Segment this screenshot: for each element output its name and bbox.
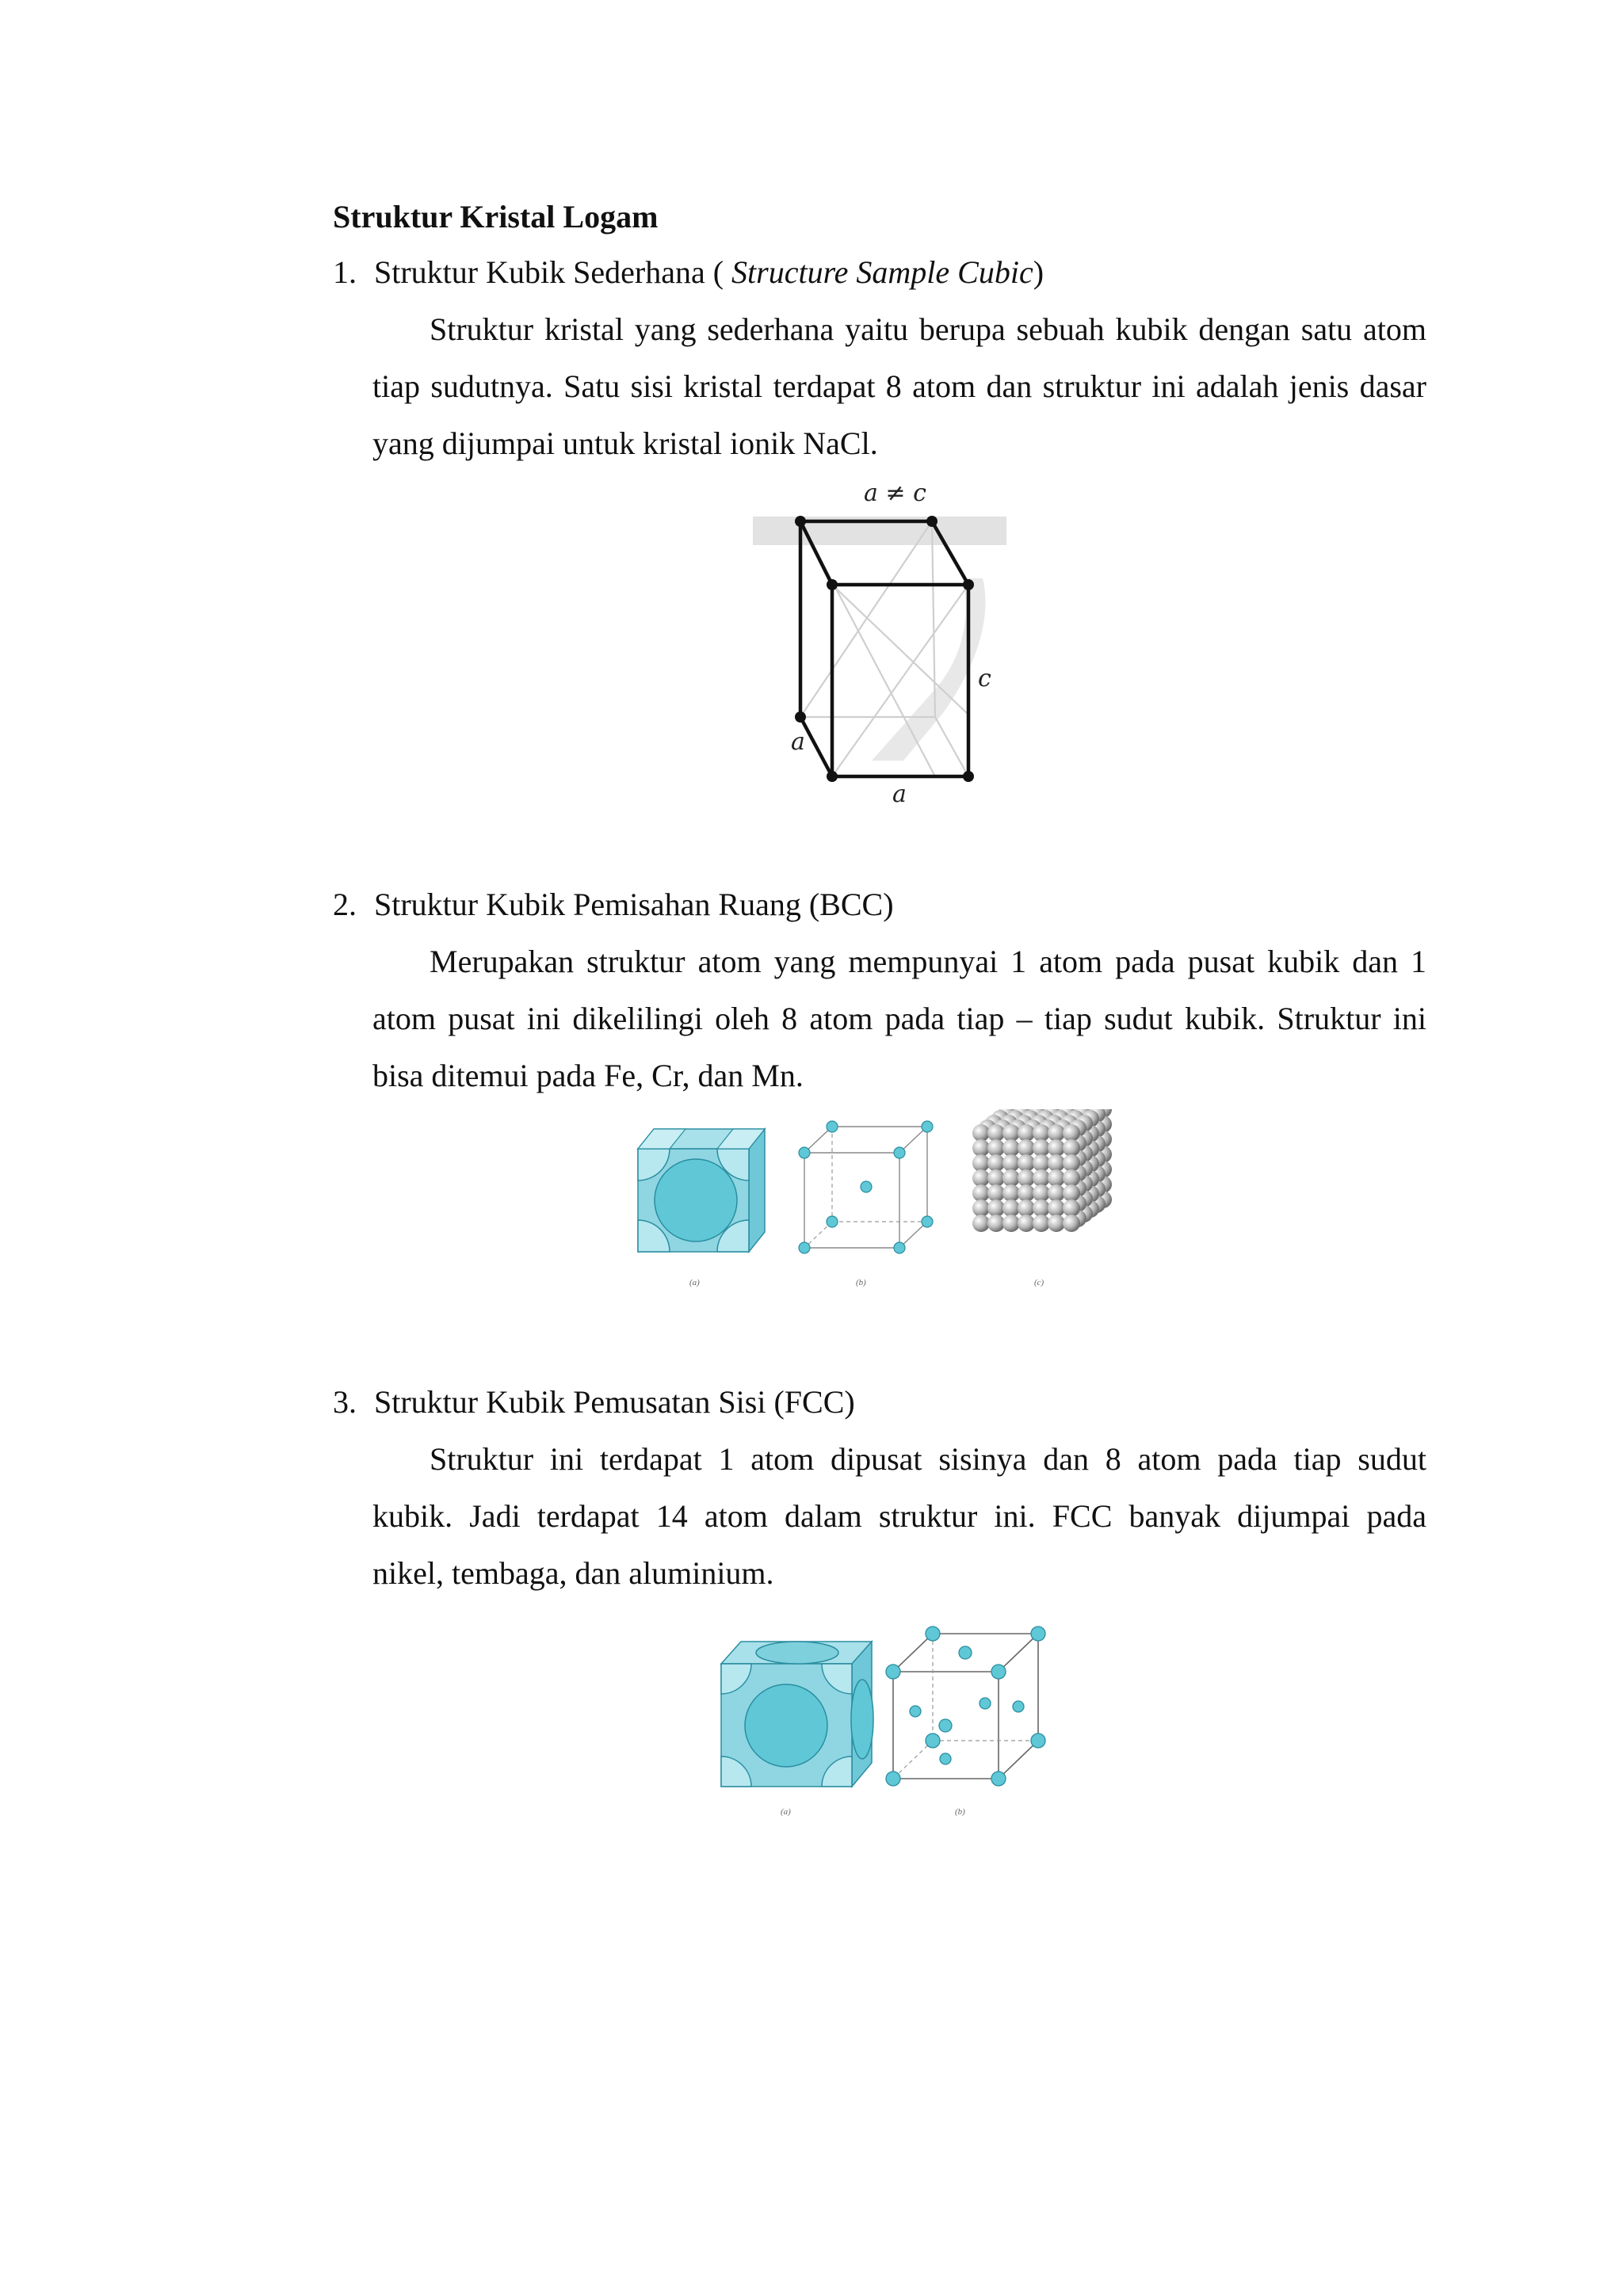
- atom-sphere: [972, 1184, 990, 1202]
- atom-sphere: [972, 1215, 990, 1232]
- paragraph-line: yang dijumpai untuk kristal ionik NaCl.: [372, 425, 878, 461]
- atom-sphere: [1002, 1169, 1020, 1187]
- atom-sphere: [1002, 1215, 1020, 1232]
- section-1-heading-close: ): [1033, 254, 1044, 290]
- atom-sphere: [1048, 1139, 1065, 1157]
- paragraph-line: tiap sudutnya. Satu sisi kristal terdapat 8 atom dan struktur ini adalah jenis dasar: [372, 368, 1426, 404]
- atom-sphere: [1048, 1215, 1065, 1232]
- atom-sphere: [1063, 1184, 1080, 1202]
- atom-sphere: [1018, 1124, 1035, 1142]
- paragraph-line: Struktur kristal yang sederhana yaitu berupa sebuah kubik dengan satu atom: [430, 311, 1426, 347]
- fcc-diagrams: [713, 1624, 1062, 1822]
- paragraph-line: Struktur ini terdapat 1 atom dipusat sisinya dan 8 atom pada tiap sudut: [430, 1441, 1426, 1477]
- atom-sphere: [1002, 1139, 1020, 1157]
- atom-sphere: [1048, 1199, 1065, 1217]
- section-1-heading-italic: Structure Sample Cubic: [731, 254, 1033, 290]
- paragraph-line: bisa ditemui pada Fe, Cr, dan Mn.: [372, 1058, 804, 1093]
- atom-sphere: [1018, 1184, 1035, 1202]
- atom-sphere: [1033, 1215, 1050, 1232]
- atom-sphere: [1063, 1154, 1080, 1172]
- section-1-heading-text: Struktur Kubik Sederhana (: [374, 254, 732, 290]
- atom-sphere: [972, 1154, 990, 1172]
- tetragonal-cell-diagram: [745, 475, 1014, 808]
- section-3-heading: [333, 1379, 855, 1426]
- atom-sphere: [1002, 1124, 1020, 1142]
- atom-sphere: [1033, 1139, 1050, 1157]
- lattice-label-a-bottom: a: [892, 780, 907, 808]
- bcc-lattice-model: [799, 1121, 933, 1287]
- atom-sphere: [1063, 1199, 1080, 1217]
- atom-sphere: [1002, 1184, 1020, 1202]
- section-2-heading-text: Struktur Kubik Pemisahan Ruang (BCC): [374, 887, 894, 922]
- figure-caption: (b): [856, 1278, 866, 1287]
- atom-sphere: [1048, 1154, 1065, 1172]
- atom-sphere: [987, 1124, 1005, 1142]
- atom-sphere: [1033, 1184, 1050, 1202]
- section-1-paragraph: [372, 301, 1426, 472]
- section-3-paragraph: [372, 1431, 1426, 1602]
- section-1-heading: [333, 249, 1044, 296]
- atom-sphere: [1063, 1139, 1080, 1157]
- atom-sphere: [987, 1169, 1005, 1187]
- atom-sphere: [1018, 1169, 1035, 1187]
- atom-sphere: [972, 1169, 990, 1187]
- lattice-label-top: a ≠ c: [864, 479, 926, 507]
- paragraph-line: nikel, tembaga, dan aluminium.: [372, 1555, 774, 1591]
- bcc-cut-sphere-model: [638, 1129, 765, 1287]
- figure-caption: (a): [689, 1278, 700, 1287]
- bcc-diagrams: [626, 1109, 1149, 1291]
- atom-sphere: [972, 1124, 990, 1142]
- atom-sphere: [987, 1215, 1005, 1232]
- section-3-heading-text: Struktur Kubik Pemusatan Sisi (FCC): [374, 1384, 855, 1420]
- paragraph-line: atom pusat ini dikelilingi oleh 8 atom pada tiap – tiap sudut kubik. Struktur ini: [372, 1001, 1426, 1036]
- fcc-lattice-model: [886, 1627, 1045, 1817]
- bcc-figure: [626, 1109, 1149, 1291]
- atom-sphere: [972, 1199, 990, 1217]
- section-2-number: 2.: [333, 887, 357, 922]
- atom-sphere: [1048, 1124, 1065, 1142]
- atom-sphere: [972, 1139, 990, 1157]
- figure-caption: (a): [781, 1807, 791, 1817]
- atom-sphere: [1018, 1199, 1035, 1217]
- atom-sphere: [1018, 1215, 1035, 1232]
- atom-sphere: [1033, 1154, 1050, 1172]
- atom-sphere: [1033, 1169, 1050, 1187]
- atom-sphere: [1063, 1215, 1080, 1232]
- atom-sphere: [1002, 1199, 1020, 1217]
- simple-cubic-figure: [745, 475, 1014, 808]
- atom-sphere: [1048, 1169, 1065, 1187]
- section-1-number: 1.: [333, 254, 357, 290]
- paragraph-line: kubik. Jadi terdapat 14 atom dalam struktur ini. FCC banyak dijumpai pada: [372, 1498, 1426, 1534]
- atom-sphere: [987, 1184, 1005, 1202]
- atom-sphere: [1018, 1139, 1035, 1157]
- atom-sphere: [987, 1139, 1005, 1157]
- section-2-heading: [333, 881, 894, 929]
- atom-sphere: [1002, 1154, 1020, 1172]
- figure-caption: (c): [1034, 1278, 1044, 1287]
- atom-sphere: [1048, 1184, 1065, 1202]
- figure-caption: (b): [955, 1807, 965, 1817]
- fcc-cut-sphere-model: [721, 1642, 873, 1817]
- lattice-label-a-left: a: [791, 728, 805, 756]
- atom-sphere: [1033, 1124, 1050, 1142]
- atom-sphere: [1063, 1169, 1080, 1187]
- atom-sphere: [1033, 1199, 1050, 1217]
- atom-sphere: [1063, 1124, 1080, 1142]
- bcc-packed-spheres: [972, 1109, 1112, 1287]
- atom-sphere: [987, 1154, 1005, 1172]
- section-2-paragraph: [372, 933, 1426, 1104]
- fcc-figure: [713, 1624, 1062, 1822]
- paragraph-line: Merupakan struktur atom yang mempunyai 1 atom pada pusat kubik dan 1: [430, 944, 1426, 979]
- atom-sphere: [987, 1199, 1005, 1217]
- page-title: Struktur Kristal Logam: [333, 199, 659, 235]
- atom-sphere: [1018, 1154, 1035, 1172]
- lattice-label-c: c: [978, 665, 991, 692]
- section-3-number: 3.: [333, 1384, 357, 1420]
